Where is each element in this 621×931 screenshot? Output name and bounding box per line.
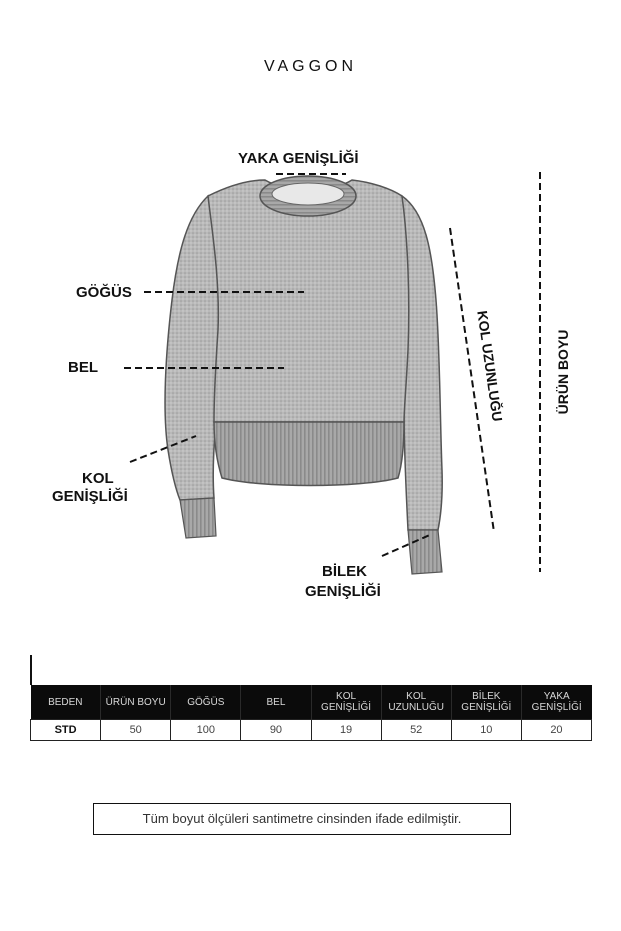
size-table: [30, 685, 592, 741]
table-header-cell: BEDEN: [31, 685, 101, 720]
label-urun-boyu: ÜRÜN BOYU: [555, 329, 571, 415]
table-header-cell: KOL UZUNLUĞU: [381, 685, 451, 720]
table-cell: 100: [171, 720, 241, 741]
table-cell: 90: [241, 720, 311, 741]
table-row: [31, 720, 592, 741]
label-bilek-genisligi-2: GENİŞLİĞİ: [305, 583, 381, 600]
measurement-note: Tüm boyut ölçüleri santimetre cinsinden ifade edilmiştir.: [93, 803, 511, 835]
table-cell: 50: [101, 720, 171, 741]
table-header-cell: YAKA GENİŞLİĞİ: [521, 685, 591, 720]
brand-logo: VAGGON: [263, 58, 358, 75]
table-cell: 20: [521, 720, 591, 741]
table-cell: STD: [31, 720, 101, 741]
table-cell: 19: [311, 720, 381, 741]
label-bel: BEL: [68, 359, 98, 376]
table-cell: 10: [451, 720, 521, 741]
table-cell: 52: [381, 720, 451, 741]
left-cuff: [180, 498, 216, 538]
table-header-cell: KOL GENİŞLİĞİ: [311, 685, 381, 720]
label-kol-uzunlugu: KOL UZUNLUĞU: [474, 309, 506, 423]
label-yaka-genisligi: YAKA GENİŞLİĞİ: [238, 150, 359, 167]
label-kol-genisligi-1: KOL: [82, 470, 114, 487]
label-kol-genisligi-2: GENİŞLİĞİ: [52, 488, 128, 505]
sweater-hem: [214, 422, 404, 486]
label-gogus: GÖĞÜS: [76, 284, 132, 301]
label-bilek-genisligi-1: BİLEK: [322, 563, 367, 580]
table-header-cell: BİLEK GENİŞLİĞİ: [451, 685, 521, 720]
table-header-row: [31, 685, 592, 720]
sweater-illustration: [165, 176, 442, 574]
table-header-cell: BEL: [241, 685, 311, 720]
table-header-cell: ÜRÜN BOYU: [101, 685, 171, 720]
table-header-cell: GÖĞÜS: [171, 685, 241, 720]
table-top-rule: [30, 655, 32, 685]
